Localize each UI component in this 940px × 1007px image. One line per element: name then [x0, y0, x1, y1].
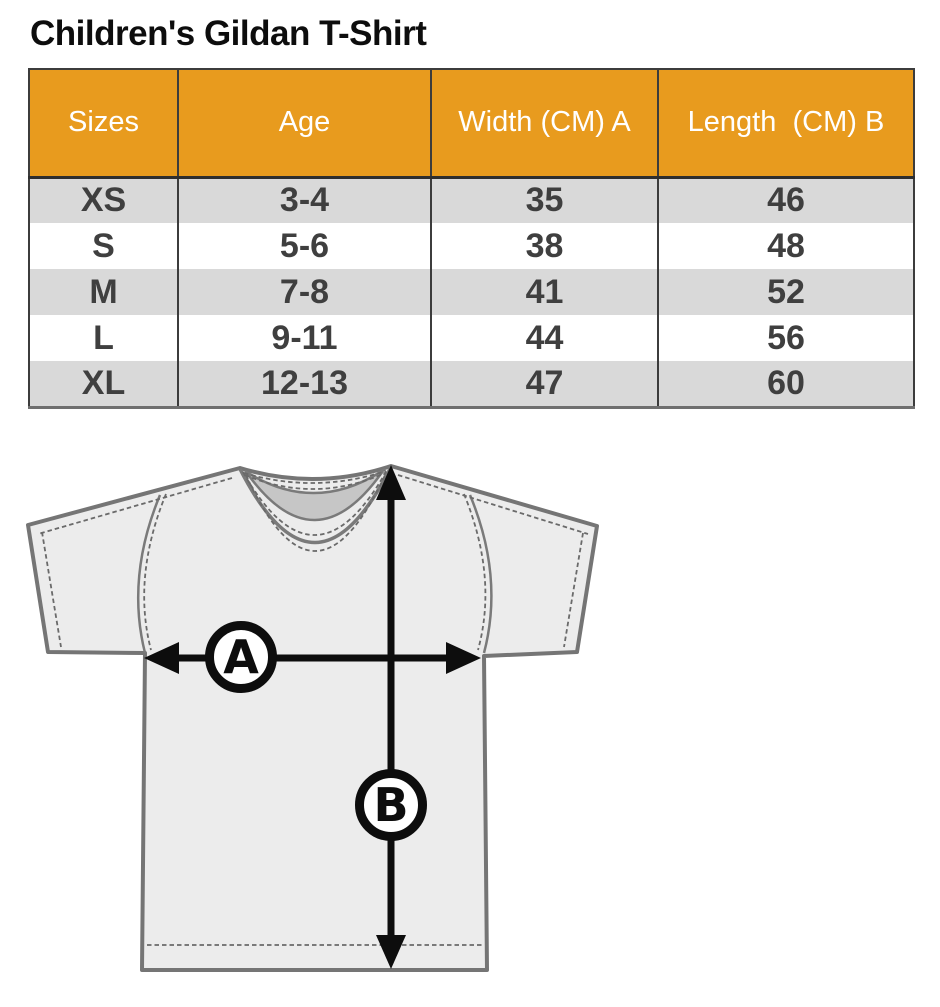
- header-cell-age: Age: [178, 69, 431, 177]
- cell-length: 60: [658, 361, 914, 407]
- table-row-l: [29, 315, 914, 361]
- tshirt-diagram: [0, 447, 620, 1007]
- cell-length: 46: [658, 177, 914, 223]
- cell-size: L: [29, 315, 178, 361]
- cell-width: 47: [431, 361, 658, 407]
- marker-b-label: B: [373, 778, 409, 832]
- table-header-row: [29, 69, 914, 177]
- cell-length: 56: [658, 315, 914, 361]
- cell-size: XS: [29, 177, 178, 223]
- marker-a-label: A: [223, 630, 259, 684]
- cell-age: 9-11: [178, 315, 431, 361]
- cell-age: 5-6: [178, 223, 431, 269]
- cell-length: 52: [658, 269, 914, 315]
- cell-size: M: [29, 269, 178, 315]
- cell-width: 44: [431, 315, 658, 361]
- header-cell-length: Length (CM) B: [658, 69, 914, 177]
- size-table: [28, 68, 915, 409]
- table-row-s: [29, 223, 914, 269]
- cell-age: 7-8: [178, 269, 431, 315]
- cell-width: 41: [431, 269, 658, 315]
- cell-age: 12-13: [178, 361, 431, 407]
- cell-size: S: [29, 223, 178, 269]
- header-cell-width: Width (CM) A: [431, 69, 658, 177]
- table-row-m: [29, 269, 914, 315]
- table-row-xs: [29, 177, 914, 223]
- cell-width: 38: [431, 223, 658, 269]
- table-row-xl: [29, 361, 914, 407]
- cell-size: XL: [29, 361, 178, 407]
- cell-width: 35: [431, 177, 658, 223]
- page-title: Children's Gildan T-Shirt: [30, 14, 427, 53]
- cell-length: 48: [658, 223, 914, 269]
- header-cell-sizes: Sizes: [29, 69, 178, 177]
- cell-age: 3-4: [178, 177, 431, 223]
